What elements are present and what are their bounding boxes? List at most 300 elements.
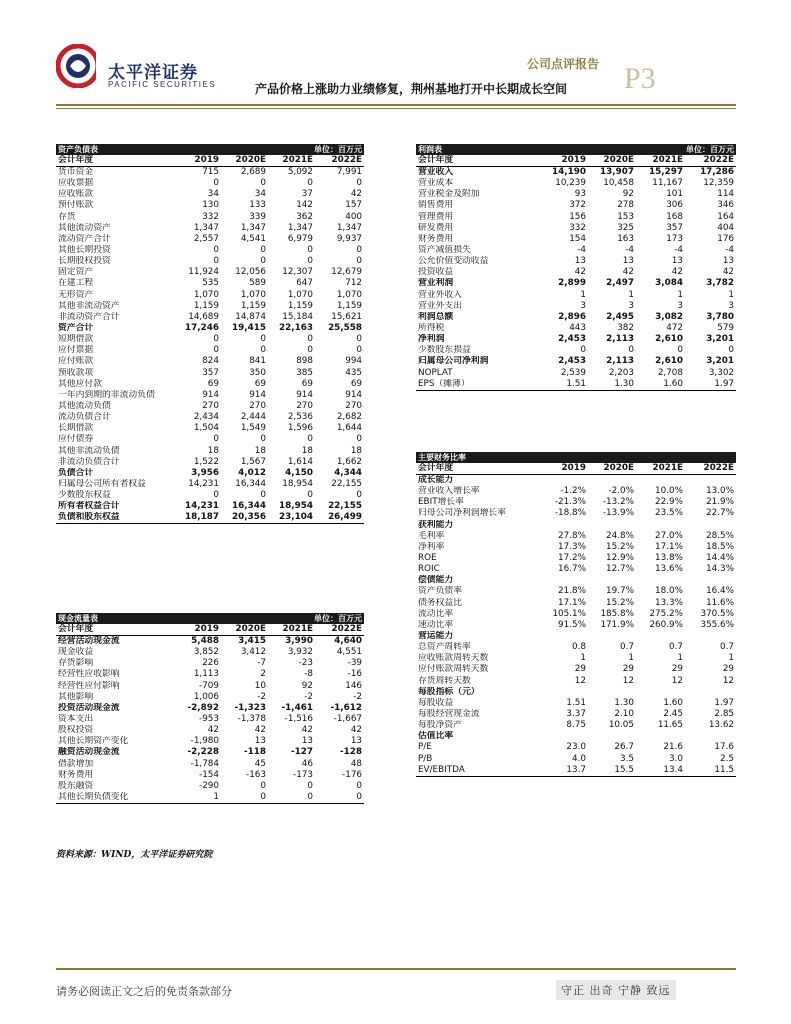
table-row — [416, 312, 736, 323]
cell-value: 25,558 — [328, 323, 363, 334]
table-row — [416, 212, 736, 223]
cell-value: 18.0% — [655, 586, 683, 597]
cell-value: 2,444 — [240, 412, 266, 423]
cell-value: 435 — [345, 367, 363, 378]
cell-value: 15,184 — [282, 311, 313, 322]
cell-value: 1,347 — [240, 222, 266, 233]
row-label: 营业收入 — [418, 167, 454, 178]
row-label: P/B — [418, 753, 433, 764]
cell-value: 0 — [260, 490, 266, 501]
cell-value: -18.8% — [554, 508, 586, 519]
cell-value: -2 — [353, 691, 363, 702]
table-row — [416, 256, 736, 267]
table-row — [416, 167, 736, 179]
cell-value: 0 — [628, 345, 634, 356]
table-row — [416, 609, 736, 620]
cell-value: 12,307 — [282, 267, 313, 278]
cell-value: -4 — [725, 245, 735, 256]
cell-value: 13 — [671, 256, 683, 267]
cell-value: 15,621 — [331, 311, 363, 322]
cell-value: 1 — [677, 289, 683, 300]
cell-value: 325 — [617, 222, 634, 233]
table-row — [416, 178, 736, 189]
cell-value: 13.7 — [540, 765, 588, 777]
cell-value: 0 — [580, 345, 586, 356]
cell-value: -1,516 — [284, 714, 313, 725]
cell-value: 4,150 — [285, 467, 313, 478]
cell-value: 2,610 — [655, 356, 683, 367]
cell-value: 3,956 — [191, 467, 219, 478]
cell-value: 13.6% — [655, 564, 683, 575]
table-row — [56, 189, 364, 200]
column-header: 2020E — [588, 463, 636, 475]
table-row — [416, 731, 736, 742]
cell-value: 133 — [249, 200, 266, 211]
cell-value: 45 — [254, 758, 266, 769]
cell-value — [636, 575, 685, 586]
row-label: 净利率 — [418, 541, 445, 552]
row-label: 利润总额 — [418, 311, 454, 322]
cell-value: -1,612 — [330, 702, 363, 713]
cell-value: 13 — [254, 736, 266, 747]
cell-value: 350 — [249, 367, 266, 378]
cell-value: -118 — [243, 747, 266, 758]
cell-value: 13 — [350, 736, 363, 747]
table-row — [416, 245, 736, 256]
row-label: 营业外支出 — [418, 300, 462, 311]
table-header-row — [416, 155, 736, 167]
cell-value: 26,499 — [315, 512, 364, 524]
cell-value: 0 — [307, 345, 313, 356]
cell-value: 13.3% — [655, 597, 683, 608]
cell-value: -1,784 — [190, 758, 219, 769]
cell-value: 163 — [617, 233, 634, 244]
footer-divider — [56, 968, 736, 970]
cell-value: 156 — [569, 211, 586, 222]
table-row — [56, 390, 364, 401]
cell-value: 18,187 — [174, 512, 221, 524]
cell-value: 1,159 — [287, 300, 313, 311]
cell-value: 0 — [260, 245, 266, 256]
cell-value: -1,667 — [333, 714, 363, 725]
cell-value: 3 — [728, 300, 735, 311]
table-row — [56, 692, 364, 703]
cell-value: -127 — [290, 747, 313, 758]
table-row — [56, 792, 364, 804]
table-title: 主要财务比率 — [416, 452, 588, 463]
row-label: 负债和股东权益 — [56, 512, 174, 524]
cell-value: 46 — [301, 758, 313, 769]
cell-value: 16.7% — [558, 564, 586, 575]
cell-value: 1,504 — [193, 423, 219, 434]
table-row — [56, 747, 364, 758]
cell-value: -953 — [199, 714, 219, 725]
table-row — [416, 564, 736, 575]
table-row — [56, 501, 364, 512]
cell-value: 3,782 — [706, 278, 735, 289]
cell-value — [540, 575, 588, 586]
cell-value: 0 — [356, 490, 363, 501]
cell-value: 18 — [207, 445, 219, 456]
cell-value: 535 — [202, 278, 219, 289]
cell-value: 0 — [213, 178, 219, 189]
cell-value: 2.10 — [614, 709, 634, 720]
cell-value — [540, 520, 588, 531]
cell-value: 17.3% — [558, 541, 586, 552]
cell-value — [685, 520, 736, 531]
row-label: 每股收益 — [418, 697, 454, 708]
cell-value: 12 — [722, 675, 735, 686]
table-row — [416, 520, 736, 531]
table-row — [416, 598, 736, 609]
row-label: 每股经营现金流 — [418, 709, 480, 720]
cell-value: 19.7% — [606, 586, 634, 597]
cell-value: 994 — [345, 356, 363, 367]
table-row — [416, 631, 736, 642]
cell-value: 0 — [260, 780, 266, 791]
cell-value: 0 — [307, 178, 313, 189]
cell-value: 13 — [574, 256, 586, 267]
cell-value: 37 — [301, 189, 313, 200]
table-header-row — [56, 155, 364, 167]
cell-value: 27.0% — [655, 530, 683, 541]
cell-value — [636, 475, 685, 487]
cell-value: 42 — [574, 267, 586, 278]
cell-value — [540, 731, 588, 742]
cell-value: -154 — [199, 769, 219, 780]
table-row — [56, 647, 364, 658]
cell-value: 2,708 — [657, 367, 683, 378]
cell-value: 0 — [213, 490, 219, 501]
cell-value: 26.7 — [614, 742, 634, 753]
cell-value: 12 — [622, 675, 634, 686]
cell-value: 0 — [213, 345, 219, 356]
column-header: 2020E — [221, 155, 268, 167]
table-row — [416, 664, 736, 675]
cell-value: 114 — [717, 189, 735, 200]
table-row — [416, 754, 736, 765]
row-label: 管理费用 — [418, 211, 454, 222]
cell-value: 12,056 — [235, 267, 266, 278]
cell-value: 29 — [722, 664, 735, 675]
table-row — [56, 636, 364, 648]
cell-value: 21.9% — [706, 497, 735, 508]
cell-value: 23.0 — [566, 742, 586, 753]
cell-value: 0 — [260, 434, 266, 445]
cell-value: 28.5% — [706, 530, 735, 541]
cell-value: 171.9% — [600, 619, 634, 630]
header-divider — [56, 104, 736, 106]
cell-value: 92 — [622, 189, 634, 200]
cell-value: 42 — [622, 267, 634, 278]
cell-value — [636, 731, 685, 742]
column-header: 2020E — [221, 624, 268, 636]
cell-value: 1,070 — [193, 289, 219, 300]
cell-value: 2,113 — [606, 334, 634, 345]
cell-value: 22,155 — [331, 479, 363, 489]
cell-value: 16,344 — [235, 479, 266, 489]
row-label: 研发费用 — [418, 222, 454, 233]
table-title-bar — [56, 144, 364, 155]
row-label: 其他长期负债变化 — [56, 792, 174, 804]
cell-value: 14.3% — [706, 564, 735, 575]
cell-value: 914 — [296, 389, 313, 400]
cell-value — [685, 475, 736, 487]
cell-value: 48 — [350, 758, 363, 769]
row-label: 其他流动资产 — [58, 222, 111, 233]
table-row — [56, 256, 364, 267]
cell-value: 13 — [722, 256, 735, 267]
row-label: 资产减值损失 — [418, 245, 471, 256]
data-source-note: 资料来源：WIND，太平洋证券研究院 — [56, 850, 213, 860]
row-label: EBIT增长率 — [418, 497, 464, 508]
cell-value: 0 — [728, 345, 735, 356]
cell-value: 3.0 — [669, 753, 683, 764]
row-label: 销售费用 — [418, 200, 454, 211]
row-label: 少数股东权益 — [58, 490, 111, 501]
cell-value: 0 — [356, 245, 363, 256]
cell-value: 142 — [296, 200, 313, 211]
cell-value: 0.8 — [572, 642, 586, 653]
cell-value: 17,286 — [700, 167, 735, 178]
row-label: 流动比率 — [418, 608, 454, 619]
row-label: 其他非流动负债 — [58, 445, 120, 456]
table-row — [416, 234, 736, 245]
cell-value: 4.0 — [572, 753, 586, 764]
cell-value: 0 — [356, 434, 363, 445]
cell-value: 105.1% — [552, 608, 586, 619]
row-label: 非流动负债合计 — [58, 456, 120, 467]
table-row — [416, 575, 736, 586]
cell-value: 15.2% — [606, 541, 634, 552]
cell-value: 15,297 — [649, 167, 683, 178]
row-label: 其他应付款 — [58, 378, 102, 389]
cell-value: 27.8% — [558, 530, 586, 541]
cell-value: 5,488 — [191, 636, 219, 647]
cell-value: 1,070 — [336, 289, 363, 300]
table-row — [56, 681, 364, 692]
row-label: 长期借款 — [58, 423, 94, 434]
cell-value: 23,104 — [268, 512, 315, 524]
cell-value: 15.2% — [606, 597, 634, 608]
cell-value: 4,640 — [334, 636, 363, 647]
table-row — [56, 658, 364, 669]
cell-value: 0 — [356, 345, 363, 356]
cell-value: 0 — [213, 245, 219, 256]
cell-value: 2,434 — [193, 412, 219, 423]
table-row — [416, 475, 736, 487]
table-row — [56, 368, 364, 379]
cell-value: 2,689 — [240, 167, 266, 178]
cell-value: 382 — [617, 323, 634, 334]
cell-value: 2,682 — [336, 412, 363, 423]
cell-value: 2,497 — [606, 278, 634, 289]
cell-value — [588, 575, 636, 586]
cell-value: 1 — [677, 653, 683, 664]
row-label: 股权投资 — [58, 725, 94, 736]
cell-value: 11.5 — [685, 765, 736, 777]
row-label: 应付账款周转天数 — [418, 664, 489, 675]
table-row — [416, 345, 736, 356]
table-row — [56, 312, 364, 323]
cell-value: 15.5 — [588, 765, 636, 777]
row-label: 长期股权投资 — [58, 256, 111, 267]
cell-value: 173 — [666, 233, 683, 244]
cell-value: 13,907 — [600, 167, 634, 178]
cell-value: 0 — [307, 334, 313, 345]
cell-value: 10.0% — [655, 486, 683, 497]
cell-value: 2,113 — [606, 356, 634, 367]
cell-value: 13.8% — [655, 553, 683, 564]
table-row — [56, 468, 364, 479]
cell-value: 29 — [622, 664, 634, 675]
cell-value: -1.2% — [560, 486, 586, 497]
cell-value: 2,203 — [608, 367, 634, 378]
cell-value: 357 — [202, 367, 219, 378]
cell-value: 18 — [254, 445, 266, 456]
cell-value: 11.6% — [706, 597, 735, 608]
table-row — [56, 245, 364, 256]
cell-value: 14,190 — [552, 167, 586, 178]
cell-value: 14,231 — [188, 479, 219, 489]
cell-value: 18.5% — [706, 541, 735, 552]
cell-value: 17.1% — [558, 597, 586, 608]
table-row — [56, 334, 364, 345]
column-header: 会计年度 — [416, 463, 540, 475]
table-row — [416, 290, 736, 301]
cell-value: 3,201 — [706, 334, 735, 345]
cell-value: 10.05 — [608, 720, 634, 731]
cell-value: 3,201 — [706, 356, 735, 367]
cell-value: 5,092 — [287, 167, 313, 178]
row-label: 无形资产 — [58, 289, 94, 300]
column-header: 2021E — [268, 624, 315, 636]
cell-value: 11.65 — [657, 720, 683, 731]
cell-value: -21.3% — [554, 497, 586, 508]
cell-value: 0 — [307, 256, 313, 267]
cell-value — [540, 631, 588, 642]
cell-value: 1.97 — [685, 379, 736, 391]
cell-value: 404 — [717, 222, 735, 233]
page-number: P3 — [624, 62, 656, 95]
cell-value: 3.5 — [620, 753, 634, 764]
table-title-bar — [416, 144, 736, 155]
column-header: 2022E — [315, 624, 364, 636]
table-row — [416, 642, 736, 653]
row-label: 应收账款周转天数 — [418, 653, 489, 664]
cell-value: 715 — [202, 167, 219, 178]
cell-value: 3,084 — [655, 278, 683, 289]
table-row — [56, 770, 364, 781]
cell-value: 1 — [174, 792, 221, 804]
logo-text-cn: 太平洋证券 — [108, 63, 198, 83]
table-row — [416, 698, 736, 709]
table-row — [416, 742, 736, 753]
column-header: 2022E — [315, 155, 364, 167]
cell-value: 157 — [345, 200, 363, 211]
table-row — [56, 167, 364, 179]
table-row — [56, 434, 364, 445]
cell-value: -13.9% — [602, 508, 634, 519]
cell-value: 332 — [569, 222, 586, 233]
table-row — [56, 301, 364, 312]
row-label: 毛利率 — [418, 530, 445, 541]
cell-value: 130 — [202, 200, 219, 211]
cell-value: -2 — [257, 691, 266, 702]
cell-value: 1,159 — [336, 300, 363, 311]
table-row — [56, 323, 364, 334]
table-row — [56, 669, 364, 680]
cell-value — [588, 520, 636, 531]
cell-value: 176 — [717, 233, 735, 244]
row-label: 投资活动现金流 — [58, 702, 120, 713]
logo-text-en: PACIFIC SECURITIES — [108, 80, 217, 89]
cell-value — [685, 631, 736, 642]
cell-value: 1,644 — [336, 423, 363, 434]
table-row — [416, 709, 736, 720]
table-row — [56, 234, 364, 245]
cell-value: 1.30 — [614, 697, 634, 708]
cell-value: 12,359 — [703, 178, 735, 189]
cell-value: 29 — [671, 664, 683, 675]
cell-value: 2,536 — [287, 412, 313, 423]
cell-value: 13.4 — [636, 765, 685, 777]
row-label: 应付债券 — [58, 434, 94, 445]
row-label: 财务费用 — [58, 769, 94, 780]
cell-value: 18 — [301, 445, 313, 456]
cell-value — [588, 475, 636, 487]
cell-value: 17.6 — [714, 742, 735, 753]
table-row — [416, 765, 736, 777]
table-row — [56, 423, 364, 434]
table-row — [416, 508, 736, 519]
table-row — [416, 531, 736, 542]
cell-value: 12.9% — [606, 553, 634, 564]
table-row — [416, 676, 736, 687]
cell-value: 9,937 — [336, 233, 363, 244]
cell-value: 34 — [207, 189, 219, 200]
cell-value — [636, 520, 685, 531]
row-label: ROIC — [418, 564, 440, 575]
row-label: 非流动资产合计 — [58, 311, 120, 322]
cell-value: 14,874 — [235, 311, 266, 322]
cell-value: 1,522 — [193, 456, 219, 467]
cell-value: 92 — [301, 680, 313, 691]
row-label: 其他影响 — [58, 691, 94, 702]
table-title-bar — [416, 452, 736, 463]
cell-value: -163 — [246, 769, 266, 780]
cell-value: 0 — [356, 256, 363, 267]
table-row — [56, 290, 364, 301]
row-label: 货币资金 — [58, 167, 94, 178]
table-header-row — [56, 624, 364, 636]
cell-value: -290 — [199, 780, 219, 791]
financial-ratios-table — [416, 452, 736, 777]
cell-value: 69 — [301, 378, 313, 389]
cell-value: 2.5 — [720, 753, 735, 764]
cell-value: 3,932 — [287, 647, 313, 658]
column-header: 2019 — [540, 463, 588, 475]
row-label: 估值比率 — [418, 731, 454, 742]
cell-value: 1 — [580, 289, 586, 300]
cell-value: 1.51 — [566, 697, 586, 708]
cell-value: 0 — [213, 334, 219, 345]
cell-value: 42 — [350, 725, 363, 736]
cell-value: 278 — [617, 200, 634, 211]
cell-value: 346 — [717, 200, 735, 211]
cell-value — [588, 631, 636, 642]
cell-value: 1 — [580, 653, 586, 664]
